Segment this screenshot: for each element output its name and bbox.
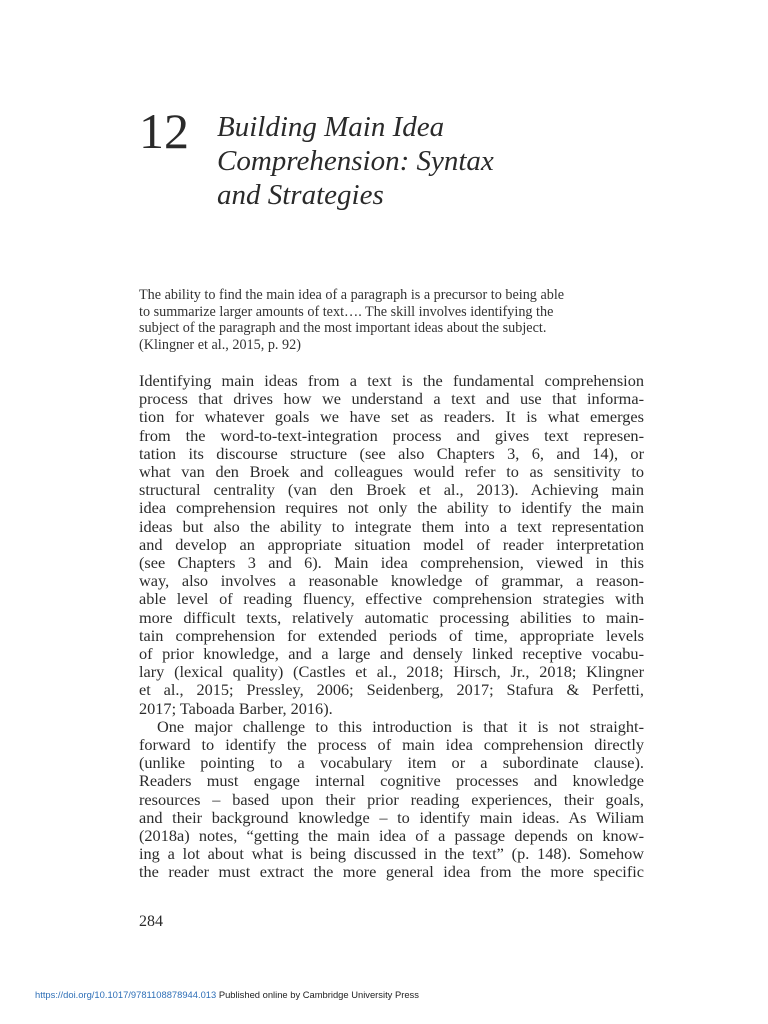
text-line: 2017; Taboada Barber, 2016). [139,698,333,718]
epigraph-line: subject of the paragraph and the most important ideas about the subject. [139,320,547,337]
body-text [139,372,644,882]
chapter-number: 12 [139,103,189,159]
text-line: resources – based upon their prior reading experiences, their goals, [139,789,644,809]
text-line: (unlike pointing to a vocabulary item or a subordinate clause). [139,753,644,773]
epigraph-line: to summarize larger amounts of text…. The skill involves identifying the [139,303,554,320]
text-line: tion for whatever goals we have set as readers. It is what emerges [139,407,644,427]
text-line: (see Chapters 3 and 6). Main idea comprehension, viewed in this [139,553,644,573]
text-line: the reader must extract the more general idea from the more specific [139,862,644,882]
text-line: (2018a) notes, “getting the main idea of a passage depends on know- [139,826,644,846]
epigraph-citation: (Klingner et al., 2015, p. 92) [139,336,301,353]
chapter-title-line: and Strategies [217,179,384,211]
paragraph-1 [139,372,644,718]
text-line: lary (lexical quality) (Castles et al., 2018; Hirsch, Jr., 2018; Klingner [139,662,644,682]
text-line: structural centrality (van den Broek et al., 2013). Achieving main [139,480,644,500]
paragraph-2 [139,718,644,882]
text-line: tain comprehension for extended periods of time, appropriate levels [139,625,644,645]
text-line: Readers must engage internal cognitive processes and knowledge [139,771,644,791]
footer [35,989,419,1000]
doi-link[interactable]: https://doi.org/10.1017/9781108878944.013 [35,989,217,1000]
page-number: 284 [139,913,163,930]
chapter-title-line: Building Main Idea [217,111,445,143]
text-line: from the word-to-text-integration process and gives text represen- [139,425,644,445]
text-line: way, also involves a reasonable knowledge of grammar, a reason- [139,571,644,591]
text-line: idea comprehension requires not only the ability to identify the main [139,498,644,518]
text-line: forward to identify the process of main idea comprehension directly [139,735,644,755]
text-line: tation its discourse structure (see also Chapters 3, 6, and 14), or [139,443,644,463]
publisher-text: Published online by Cambridge University Press [216,989,419,1000]
text-line: what van den Broek and colleagues would refer to as sensitivity to [139,462,644,482]
text-line: One major challenge to this introduction is that it is not straight- [157,716,644,736]
text-line: process that drives how we understand a text and use that informa- [139,389,644,409]
text-line: and develop an appropriate situation model of reader interpretation [139,534,644,554]
text-line: ing a lot about what is being discussed in the text” (p. 148). Somehow [139,844,644,864]
text-line: Identifying main ideas from a text is the fundamental comprehension [139,371,644,390]
text-line: and their background knowledge – to identify main ideas. As Wiliam [139,807,644,827]
text-line: et al., 2015; Pressley, 2006; Seidenberg, 2017; Stafura & Perfetti, [139,680,644,700]
chapter-title [217,110,637,212]
text-line: ideas but also the ability to integrate them into a text representation [139,516,644,536]
epigraph [139,287,639,353]
text-line: of prior knowledge, and a large and densely linked receptive vocabu- [139,644,644,664]
epigraph-line: The ability to find the main idea of a paragraph is a precursor to being able [139,287,565,303]
chapter-title-line: Comprehension: Syntax [217,145,494,177]
text-line: more difficult texts, relatively automatic processing abilities to main- [139,607,644,627]
text-line: able level of reading fluency, effective comprehension strategies with [139,589,644,609]
